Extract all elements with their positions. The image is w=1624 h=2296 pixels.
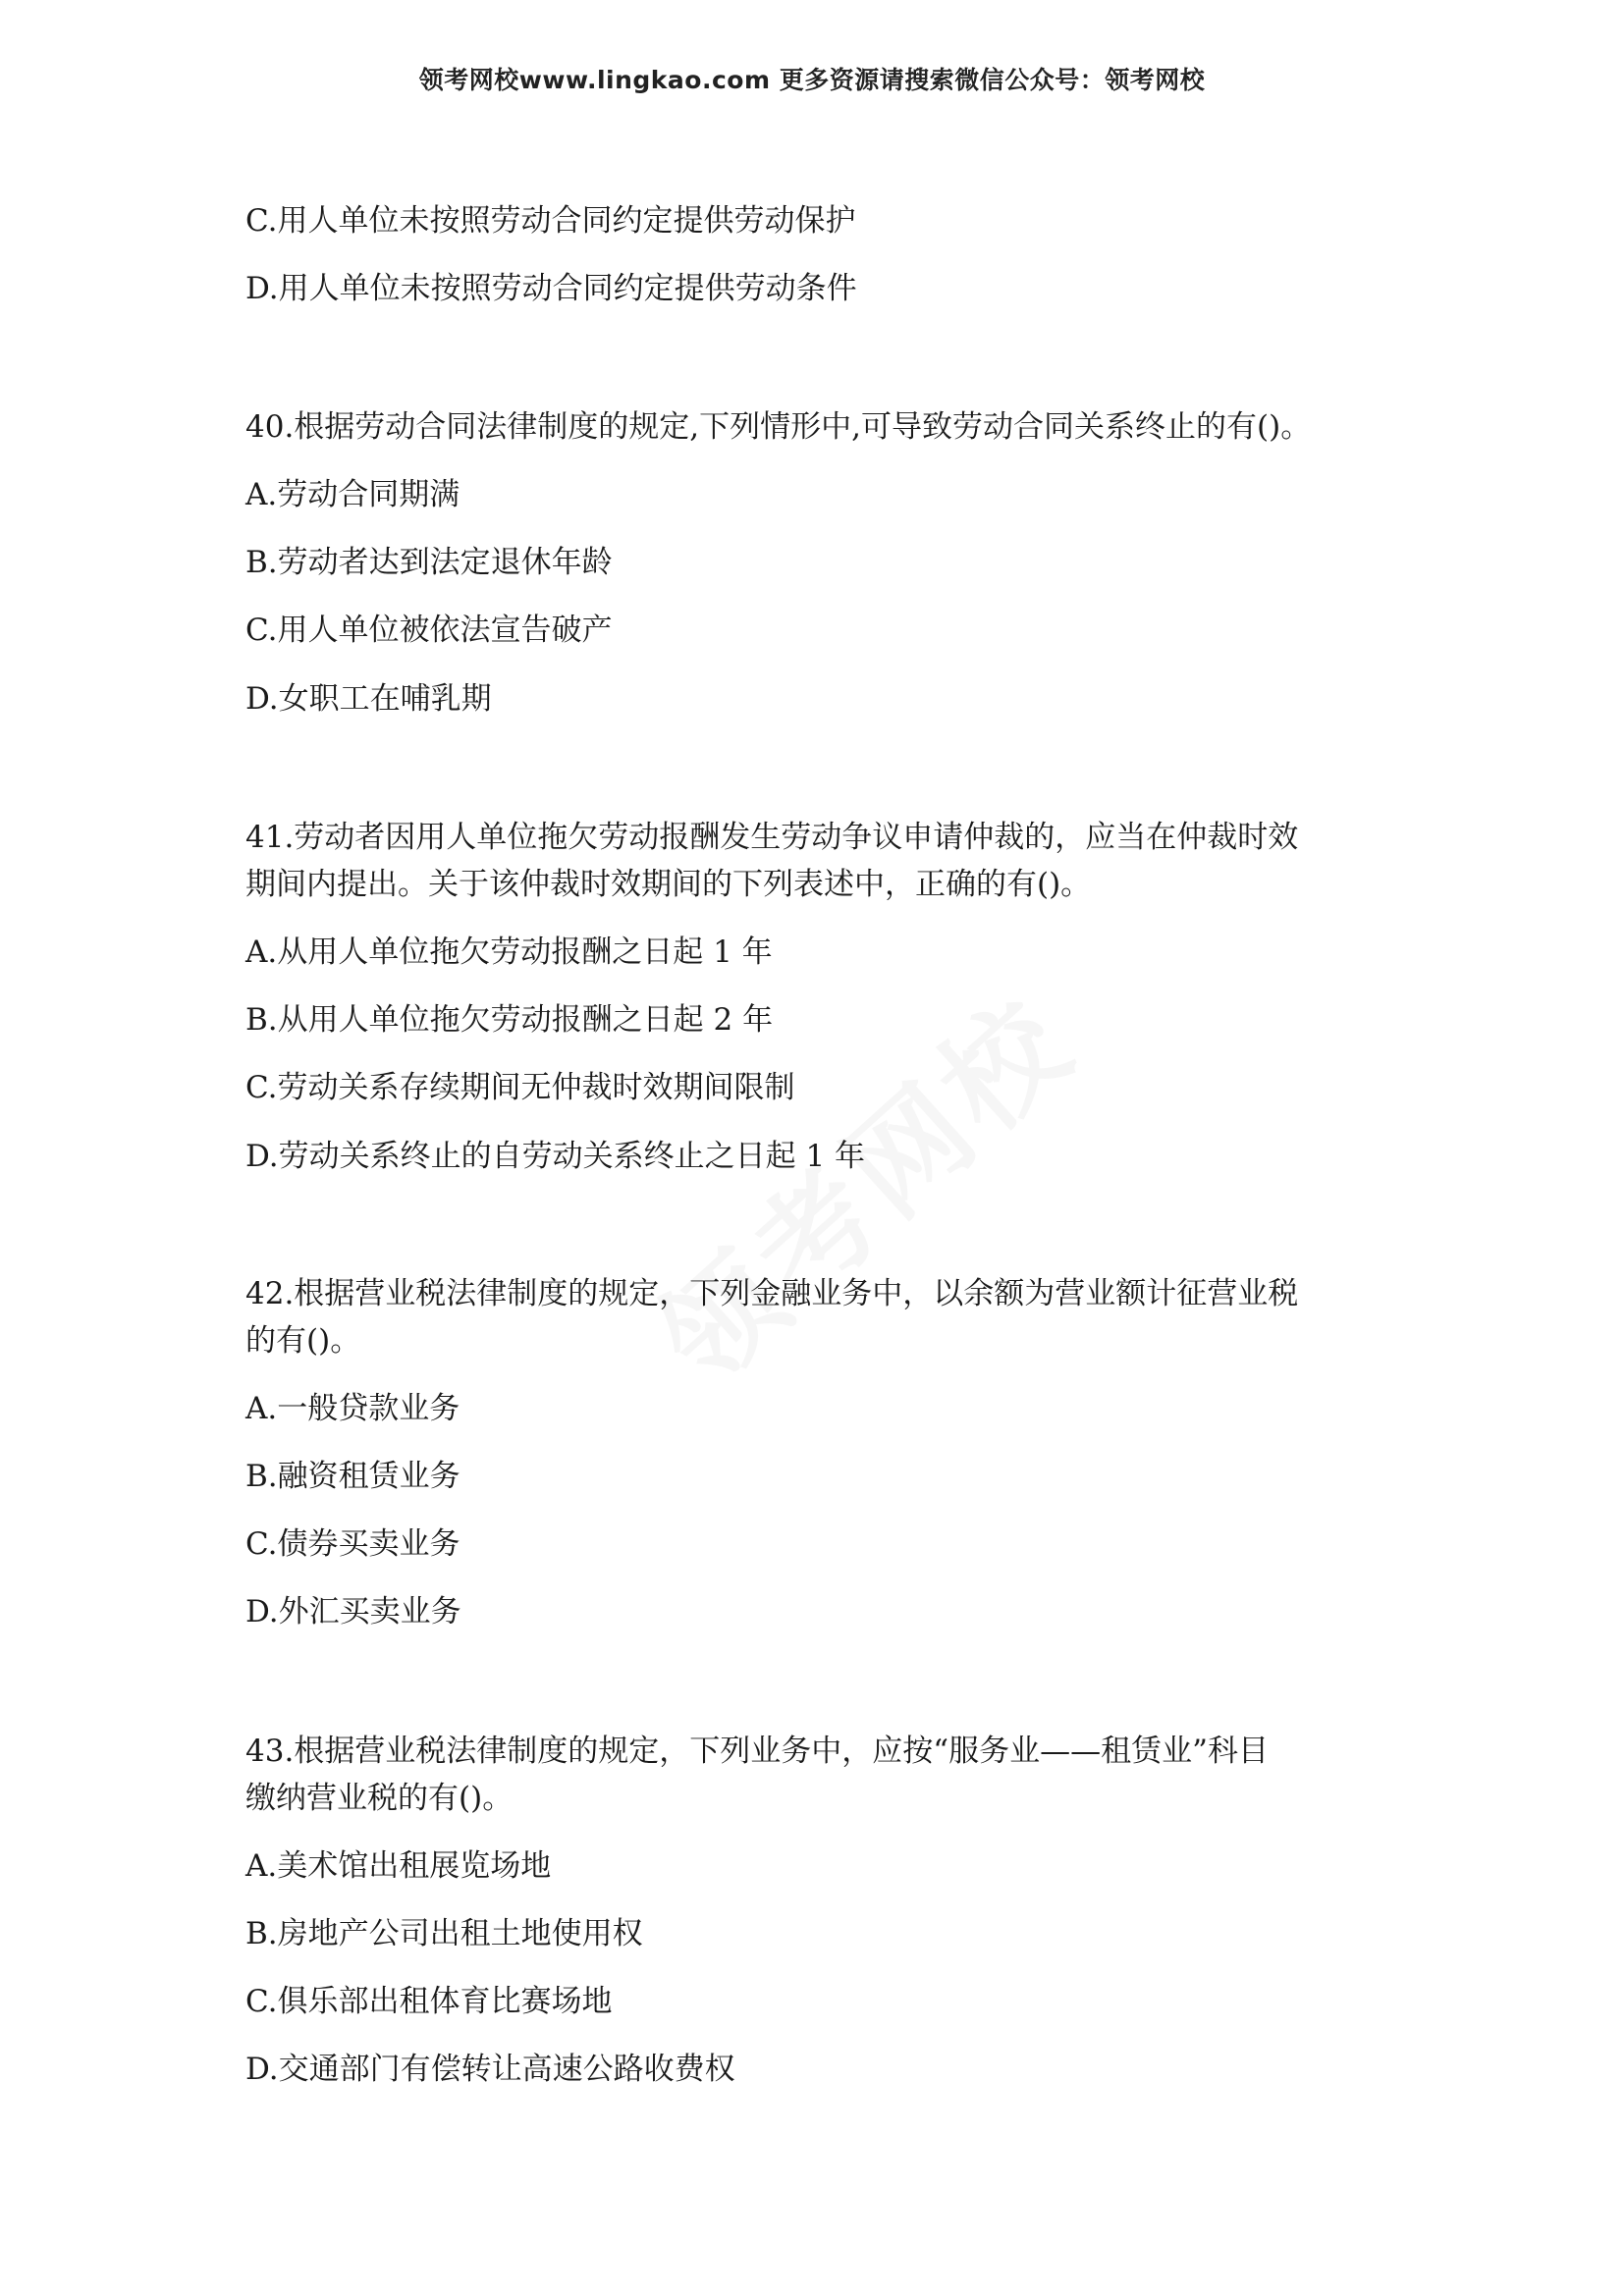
question-43-stem-line1: 43.根据营业税法律制度的规定，下列业务中，应按“服务业——租赁业”科目 — [245, 1734, 1269, 1769]
question-42-option-b: B.融资租赁业务 — [245, 1459, 460, 1494]
question-42-option-a: A.一般贷款业务 — [245, 1391, 460, 1426]
question-40-option-a: A.劳动合同期满 — [245, 477, 460, 512]
question-43-option-c: C.俱乐部出租体育比赛场地 — [245, 1984, 613, 2019]
page-header: 领考网校www.lingkao.com 更多资源请搜索微信公众号：领考网校 — [418, 66, 1206, 94]
question-41-stem-line2: 期间内提出。关于该仲裁时效期间的下列表述中，正确的有()。 — [245, 867, 1092, 902]
question-40-option-b: B.劳动者达到法定退休年龄 — [245, 545, 613, 580]
question-43-option-d: D.交通部门有偿转让高速公路收费权 — [245, 2052, 735, 2087]
question-40-option-d: D.女职工在哺乳期 — [245, 681, 492, 717]
question-41-option-b: B.从用人单位拖欠劳动报酬之日起 2 年 — [245, 1002, 774, 1038]
option-d-prev: D.用人单位未按照劳动合同约定提供劳动条件 — [245, 271, 857, 306]
question-41-stem-line1: 41.劳动者因用人单位拖欠劳动报酬发生劳动争议申请仲裁的，应当在仲裁时效 — [245, 820, 1299, 855]
question-40-option-c: C.用人单位被依法宣告破产 — [245, 613, 613, 648]
question-41-option-d: D.劳动关系终止的自劳动关系终止之日起 1 年 — [245, 1139, 866, 1174]
question-42-stem-line2: 的有()。 — [245, 1323, 361, 1359]
question-42-option-d: D.外汇买卖业务 — [245, 1594, 461, 1629]
question-43-option-b: B.房地产公司出租土地使用权 — [245, 1916, 643, 1951]
question-40-stem: 40.根据劳动合同法律制度的规定,下列情形中,可导致劳动合同关系终止的有()。 — [245, 409, 1312, 445]
question-43-option-a: A.美术馆出租展览场地 — [245, 1848, 552, 1884]
question-41-option-a: A.从用人单位拖欠劳动报酬之日起 1 年 — [245, 934, 773, 970]
question-43-stem-line2: 缴纳营业税的有()。 — [245, 1781, 514, 1816]
question-41-option-c: C.劳动关系存续期间无仲裁时效期间限制 — [245, 1070, 795, 1105]
question-42-option-c: C.债券买卖业务 — [245, 1526, 460, 1562]
question-42-stem-line1: 42.根据营业税法律制度的规定，下列金融业务中，以余额为营业额计征营业税 — [245, 1276, 1299, 1311]
option-c-prev: C.用人单位未按照劳动合同约定提供劳动保护 — [245, 203, 856, 239]
